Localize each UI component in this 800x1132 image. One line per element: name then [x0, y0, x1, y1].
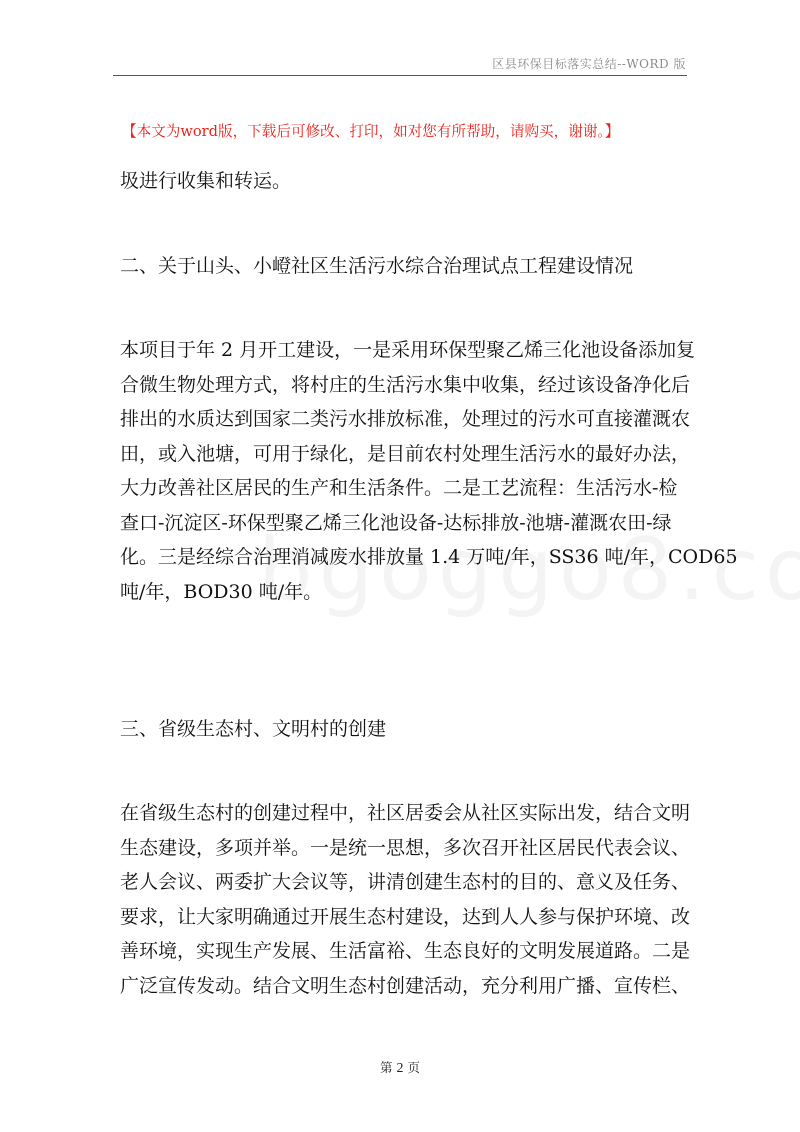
text-line: 大力改善社区居民的生产和生活条件。二是工艺流程：生活污水-检 — [120, 477, 678, 499]
text-line: 在省级生态村的创建过程中，社区居委会从社区实际出发，结合文明 — [120, 802, 691, 824]
paragraph-continuation — [120, 164, 692, 199]
section-heading-2 — [120, 249, 692, 284]
paragraph-sewage-project — [120, 333, 738, 609]
heading-line: 二、关于山头、小嶝社区生活污水综合治理试点工程建设情况 — [120, 255, 634, 277]
text-line: 圾进行收集和转运。 — [120, 170, 292, 192]
header-title: 区县环保目标落实总结--WORD 版 — [492, 57, 686, 71]
text-line: 合微生物处理方式，将村庄的生活污水集中收集，经过该设备净化后 — [120, 373, 691, 396]
section-heading-3 — [120, 712, 692, 747]
text-line: 广泛宣传发动。结合文明生态村创建活动，充分利用广播、宣传栏、 — [120, 974, 691, 997]
text-line: 老人会议、两委扩大会议等，讲清创建生态村的目的、意义及任务、 — [120, 871, 691, 893]
text-line: 善环境，实现生产发展、生活富裕、生态良好的文明发展道路。二是 — [120, 940, 691, 962]
text-line: 生态建设，多项并举。一是统一思想，多次召开社区居民代表会议、 — [120, 836, 691, 859]
page-prefix: 第 — [379, 1060, 393, 1075]
page-suffix: 页 — [407, 1060, 421, 1075]
text-line: 田，或入池塘，可用于绿化，是目前农村处理生活污水的最好办法， — [120, 442, 691, 465]
paragraph-eco-village — [120, 796, 692, 1003]
purchase-notice: 【本文为word版，下载后可修改、打印，如对您有所帮助，请购买，谢谢。】 — [122, 123, 620, 140]
text-line: 本项目于年 2 月开工建设，一是采用环保型聚乙烯三化池设备添加复 — [120, 339, 696, 361]
heading-line: 三、省级生态村、文明村的创建 — [120, 718, 387, 740]
header-divider — [113, 75, 687, 76]
page-footer — [0, 1058, 800, 1077]
text-line: 查口-沉淀区-环保型聚乙烯三化池设备-达标排放-池塘-灌溉农田-绿 — [120, 511, 672, 534]
text-line: 要求，让大家明确通过开展生态村建设，达到人人参与保护环境、改 — [120, 905, 691, 928]
page-number: 2 — [396, 1061, 404, 1076]
text-line: 化。三是经综合治理消减废水排放量 1.4 万吨/年，SS36 吨/年，COD65 — [120, 546, 738, 568]
text-line: 吨/年，BOD30 吨/年。 — [120, 580, 323, 603]
text-line: 排出的水质达到国家二类污水排放标准，处理过的污水可直接灌溉农 — [120, 408, 691, 430]
